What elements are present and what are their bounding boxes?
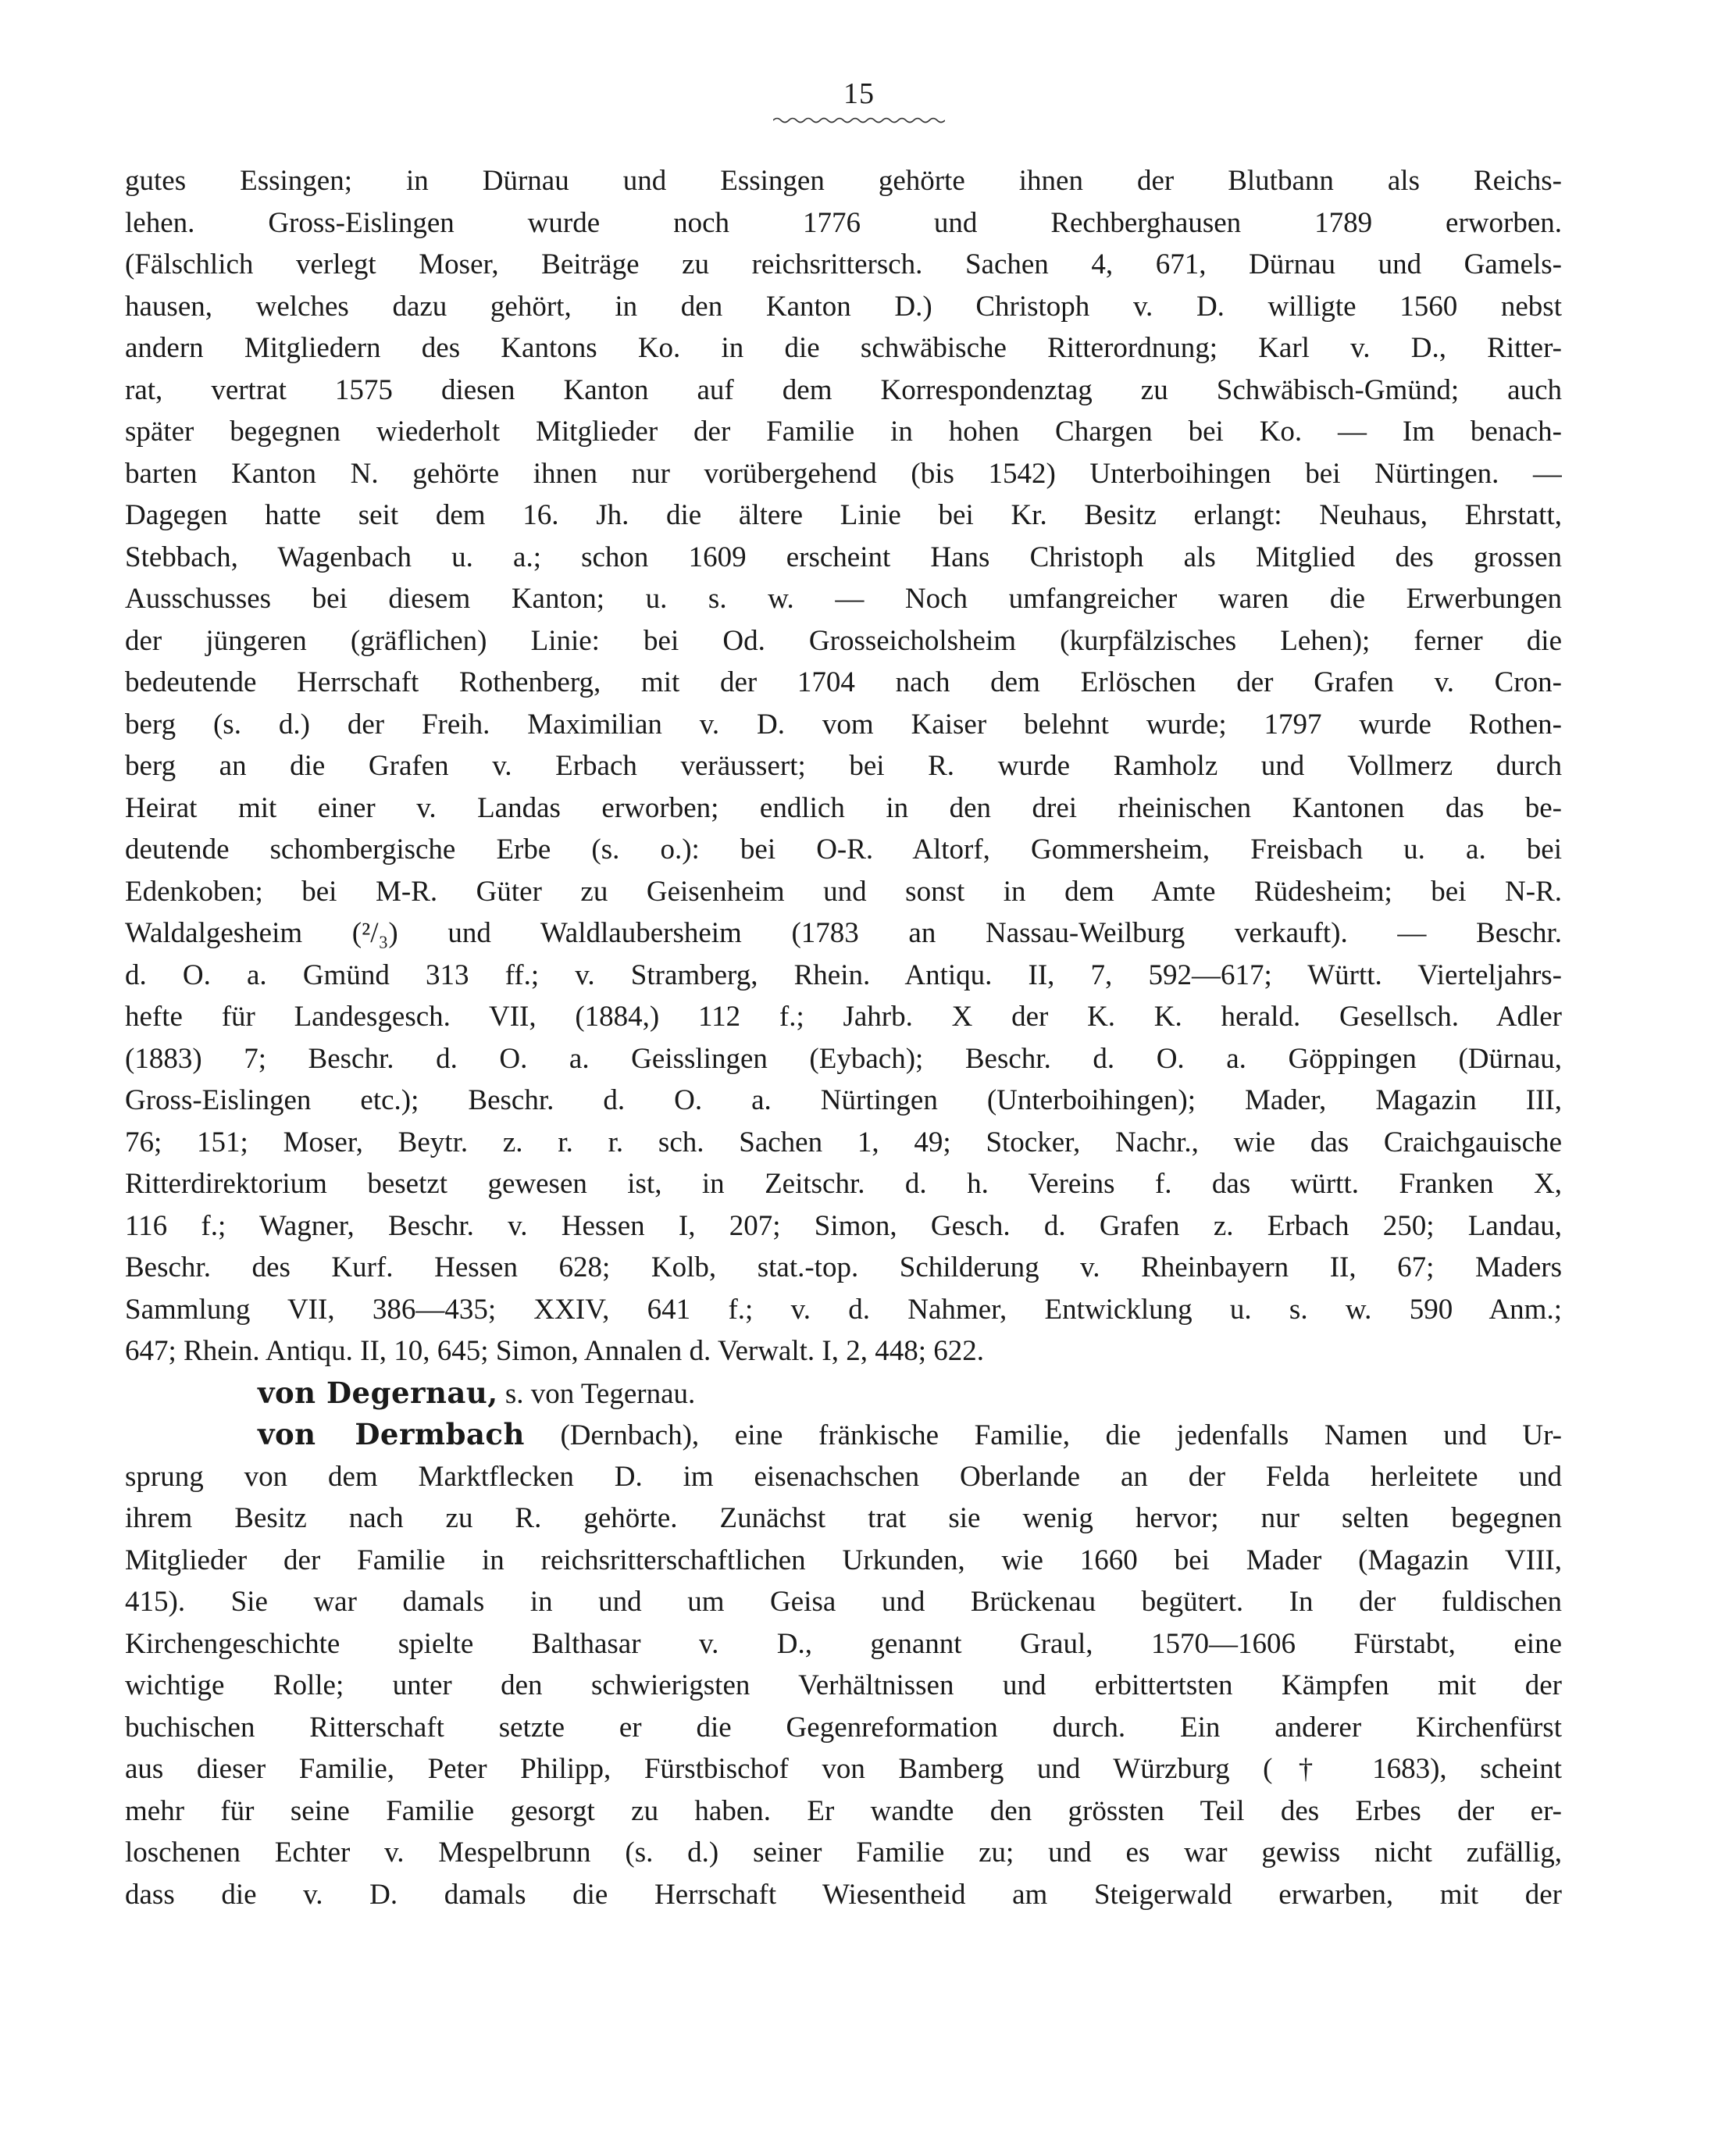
text-line: Waldalgesheim (²/₃) und Waldlaubersheim (1783 an Nassau-Weilburg verkauft). — Beschr. [125,917,1562,949]
text-line: Mitglieder der Familie in reichsritterschaftlichen Urkunden, wie 1660 bei Mader (Magazin VIII, [125,1544,1562,1576]
text-line: lehen. Gross-Eislingen wurde noch 1776 und Rechberghausen 1789 erworben. [125,206,1562,239]
text-line: ihrem Besitz nach zu R. gehörte. Zunächst trat sie wenig hervor; nur selten begegnen [125,1502,1562,1534]
text-line: berg (s. d.) der Freih. Maximilian v. D. vom Kaiser belehnt wurde; 1797 wurde Rothen- [125,708,1562,741]
text-line: Stebbach, Wagenbach u. a.; schon 1609 erscheint Hans Christoph als Mitglied des grossen [125,541,1562,573]
text-line: Dagegen hatte seit dem 16. Jh. die ältere Linie bei Kr. Besitz erlangt: Neuhaus, Ehrstatt, [125,499,1562,531]
text-line: andern Mitgliedern des Kantons Ko. in die schwäbische Ritterordnung; Karl v. D., Ritter- [125,332,1562,364]
text-line: mehr für seine Familie gesorgt zu haben. Er wandte den grössten Teil des Erbes der er- [125,1794,1562,1827]
text-line: deutende schombergische Erbe (s. o.): bei O-R. Altorf, Gommersheim, Freisbach u. a. bei [125,833,1562,866]
text-line: (Fälschlich verlegt Moser, Beiträge zu reichsrittersch. Sachen 4, 671, Dürnau und Gamels- [125,248,1562,280]
text-line: Heirat mit einer v. Landas erworben; endlich in den drei rheinischen Kantonen das be- [125,791,1562,824]
entry-degernau [125,1372,1562,1415]
text-line: hausen, welches dazu gehört, in den Kanton D.) Christoph v. D. willigte 1560 nebst [125,290,1562,323]
text-line: dass die v. D. damals die Herrschaft Wiesentheid am Steigerwald erwarben, mit der [125,1878,1562,1911]
text-line: 647; Rhein. Antiqu. II, 10, 645; Simon, Annalen d. Verwalt. I, 2, 448; 622. [125,1335,985,1367]
entry-dermbach-head: von Dermbach [258,1417,525,1451]
page-number: 15 [843,77,875,110]
text-line: rat, vertrat 1575 diesen Kanton auf dem Korrespondenztag zu Schwäbisch-Gmünd; auch [125,373,1562,406]
text-line: der jüngeren (gräflichen) Linie: bei Od. Grosseicholsheim (kurpfälzisches Lehen); ferner die [125,624,1562,657]
text-line: Gross-Eislingen etc.); Beschr. d. O. a. Nürtingen (Unterboihingen); Mader, Magazin III, [125,1084,1562,1116]
text-line: wichtige Rolle; unter den schwierigsten Verhältnissen und erbittertsten Kämpfen mit der [125,1669,1562,1701]
entry-dermbach-first-line [125,1414,1562,1456]
text-line: aus dieser Familie, Peter Philipp, Fürstbischof von Bamberg und Würzburg († 1683), scheint [125,1753,1562,1785]
entry-degernau-head: von Degernau, [258,1375,498,1410]
entry-degernau-text: s. von Tegernau. [497,1377,696,1410]
text-line: Sammlung VII, 386—435; XXIV, 641 f.; v. d. Nahmer, Entwicklung u. s. w. 590 Anm.; [125,1293,1562,1326]
text-line: sprung von dem Marktflecken D. im eisenachschen Oberlande an der Felda herleitete und [125,1460,1562,1493]
text-line: bedeutende Herrschaft Rothenberg, mit der 1704 nach dem Erlöschen der Grafen v. Cron- [125,666,1562,698]
page-number-wavy-rule [773,116,945,125]
text-line: d. O. a. Gmünd 313 ff.; v. Stramberg, Rhein. Antiqu. II, 7, 592—617; Württ. Vierteljahrs- [125,958,1562,991]
text-line: hefte für Landesgesch. VII, (1884,) 112 f.; Jahrb. X der K. K. herald. Gesellsch. Adler [125,1001,1562,1033]
text-line: später begegnen wiederholt Mitglieder der Familie in hohen Chargen bei Ko. — Im benach- [125,416,1562,448]
text-line: berg an die Grafen v. Erbach veräussert; bei R. wurde Ramholz und Vollmerz durch [125,750,1562,782]
text-line: Kirchengeschichte spielte Balthasar v. D., genannt Graul, 1570—1606 Fürstabt, eine [125,1627,1562,1660]
text-line: Ritterdirektorium besetzt gewesen ist, in Zeitschr. d. h. Vereins f. das württ. Franken X, [125,1168,1562,1200]
text-line: gutes Essingen; in Dürnau und Essingen gehörte ihnen der Blutbann als Reichs- [125,165,1562,197]
entry-dermbach-text: (Dernbach), eine fränkische Familie, die jedenfalls Namen und Ur- [524,1419,1562,1451]
text-line: Edenkoben; bei M-R. Güter zu Geisenheim und sonst in dem Amte Rüdesheim; bei N-R. [125,875,1562,908]
text-line: 415). Sie war damals in und um Geisa und Brückenau begütert. In der fuldischen [125,1586,1562,1618]
text-line: loschenen Echter v. Mespelbrunn (s. d.) seiner Familie zu; und es war gewiss nicht zufällig, [125,1837,1562,1869]
text-line: Ausschusses bei diesem Kanton; u. s. w. — Noch umfangreicher waren die Erwerbungen [125,583,1562,615]
text-line: 116 f.; Wagner, Beschr. v. Hessen I, 207; Simon, Gesch. d. Grafen z. Erbach 250; Landau, [125,1209,1562,1242]
text-line: 76; 151; Moser, Beytr. z. r. r. sch. Sachen 1, 49; Stocker, Nachr., wie das Craichgauische [125,1126,1562,1158]
text-line: Beschr. des Kurf. Hessen 628; Kolb, stat.-top. Schilderung v. Rheinbayern II, 67; Maders [125,1251,1562,1283]
text-line: (1883) 7; Beschr. d. O. a. Geisslingen (Eybach); Beschr. d. O. a. Göppingen (Dürnau, [125,1042,1562,1075]
text-line: buchischen Ritterschaft setzte er die Gegenreformation durch. Ein anderer Kirchenfürst [125,1711,1562,1744]
text-line: barten Kanton N. gehörte ihnen nur vorübergehend (bis 1542) Unterboihingen bei Nürtingen. — [125,457,1562,490]
body-text [125,160,1562,1915]
